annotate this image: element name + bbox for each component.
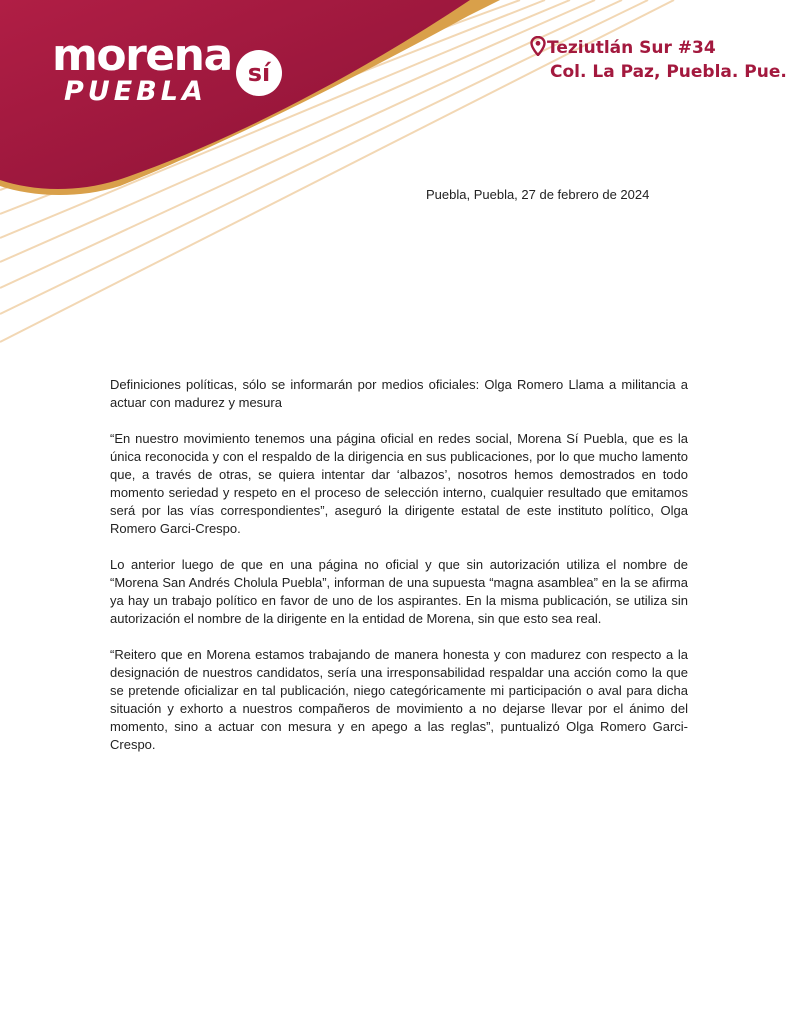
letter-body bbox=[110, 376, 688, 772]
logo-wordmark: morena bbox=[52, 30, 232, 81]
paragraph-3: “Reitero que en Morena estamos trabajando de manera honesta y con madurez con respecto a la designación de nuestros candidatos, sería una irresponsabilidad respaldar una acción como la que se pretende oficializar en tal publicación, niego categóricamente mi participación o aval para dicha situación y exhorto a nuestros compañeros de movimiento a no dejarse llevar por el ánimo del momento, sino a actuar con mesura y en apego a las reglas”, puntualizó Olga Romero Garci-Crespo. bbox=[110, 647, 688, 752]
dateline: Puebla, Puebla, 27 de febrero de 2024 bbox=[426, 187, 650, 202]
paragraph-2: Lo anterior luego de que en una página no oficial y que sin autorización utiliza el nombre de “Morena San Andrés Cholula Puebla”, informan de una supuesta “magna asamblea” en la se afirma ya hay un trabajo político en favor de uno de los aspirantes. En la misma publicación, se utiliza sin autorización el nombre de la dirigente en la entidad de Morena, sin que esto sea real. bbox=[110, 557, 688, 626]
address-street: Teziutlán Sur #34 bbox=[547, 38, 716, 58]
address-block bbox=[530, 36, 787, 84]
headline: Definiciones políticas, sólo se informarán por medios oficiales: Olga Romero Llama a militancia a actuar con madurez y mesura bbox=[110, 377, 688, 410]
paragraph-1: “En nuestro movimiento tenemos una página oficial en redes social, Morena Sí Puebla, que es la única reconocida y con el respaldo de la dirigencia en sus publicaciones, por lo que mucho lamento que, a través de otras, se quiera intentar dar ‘albazos’, nosotros hemos demostrados en todo momento seriedad y respeto en el proceso de selección interno, cualquier resultado que emitamos será por las vías correspondientes”, aseguró la dirigente estatal de este instituto político, Olga Romero Garci-Crespo. bbox=[110, 431, 688, 536]
address-line-1 bbox=[530, 36, 787, 60]
address-line-2: Col. La Paz, Puebla. Pue. bbox=[550, 62, 787, 82]
logo-subtitle: PUEBLA bbox=[64, 76, 207, 107]
logo-si-badge: sí bbox=[236, 50, 282, 96]
location-pin-icon bbox=[530, 36, 546, 56]
